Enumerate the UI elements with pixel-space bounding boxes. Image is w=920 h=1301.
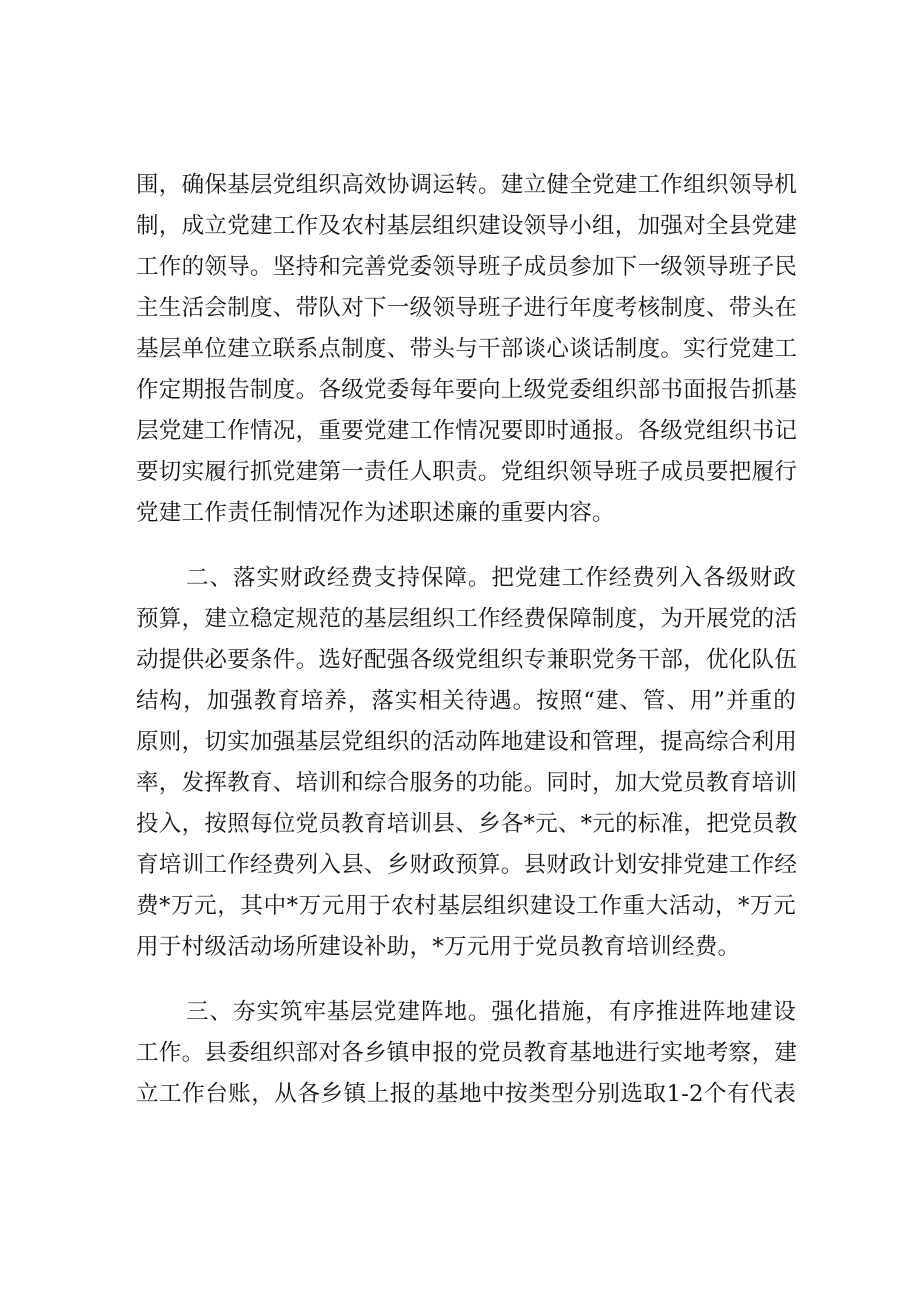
text-line: 党建工作责任制情况作为述职述廉的重要内容。	[136, 500, 615, 526]
text-line: 作定期报告制度。各级党委每年要向上级党委组织部书面报告抓基	[136, 377, 798, 403]
text-line: 层党建工作情况，重要党建工作情况要即时通报。各级党组织书记	[136, 418, 798, 444]
text-line: 费*万元，其中*万元用于农村基层组织建设工作重大活动，*万元	[136, 893, 796, 919]
text-line: 原则，切实加强基层党组织的活动阵地建设和管理，提高综合利用	[136, 729, 798, 755]
text-line: 预算，建立稳定规范的基层组织工作经费保障制度，为开展党的活	[136, 606, 798, 632]
text-line: 工作的领导。坚持和完善党委领导班子成员参加下一级领导班子民	[136, 254, 798, 280]
paragraph-heading-line: 三、夯实筑牢基层党建阵地。强化措施，有序推进阵地建设	[186, 999, 796, 1025]
text-line: 用于村级活动场所建设补助，*万元用于党员教育培训经费。	[136, 934, 741, 960]
text-line: 育培训工作经费列入县、乡财政预算。县财政计划安排党建工作经	[136, 852, 798, 878]
text-line: 要切实履行抓党建第一责任人职责。党组织领导班子成员要把履行	[136, 459, 798, 485]
paragraph-heading-line: 二、落实财政经费支持保障。把党建工作经费列入各级财政	[186, 565, 796, 591]
text-line: 主生活会制度、带队对下一级领导班子进行年度考核制度、带头在	[136, 295, 798, 321]
text-line: 动提供必要条件。选好配强各级党组织专兼职党务干部，优化队伍	[136, 647, 798, 673]
text-line: 工作。县委组织部对各乡镇申报的党员教育基地进行实地考察，建	[136, 1040, 798, 1066]
text-line: 立工作台账，从各乡镇上报的基地中按类型分别选取1-2个有代表	[136, 1081, 796, 1107]
text-line: 率，发挥教育、培训和综合服务的功能。同时，加大党员教育培训	[136, 770, 798, 796]
text-line: 围，确保基层党组织高效协调运转。建立健全党建工作组织领导机	[136, 172, 798, 198]
text-line: 制，成立党建工作及农村基层组织建设领导小组，加强对全县党建	[136, 213, 798, 239]
text-line: 投入，按照每位党员教育培训县、乡各*元、*元的标准，把党员教	[136, 811, 798, 837]
text-line: 结构，加强教育培养，落实相关待遇。按照“建、管、用”并重的	[136, 688, 796, 714]
text-line: 基层单位建立联系点制度、带头与干部谈心谈话制度。实行党建工	[136, 336, 798, 362]
